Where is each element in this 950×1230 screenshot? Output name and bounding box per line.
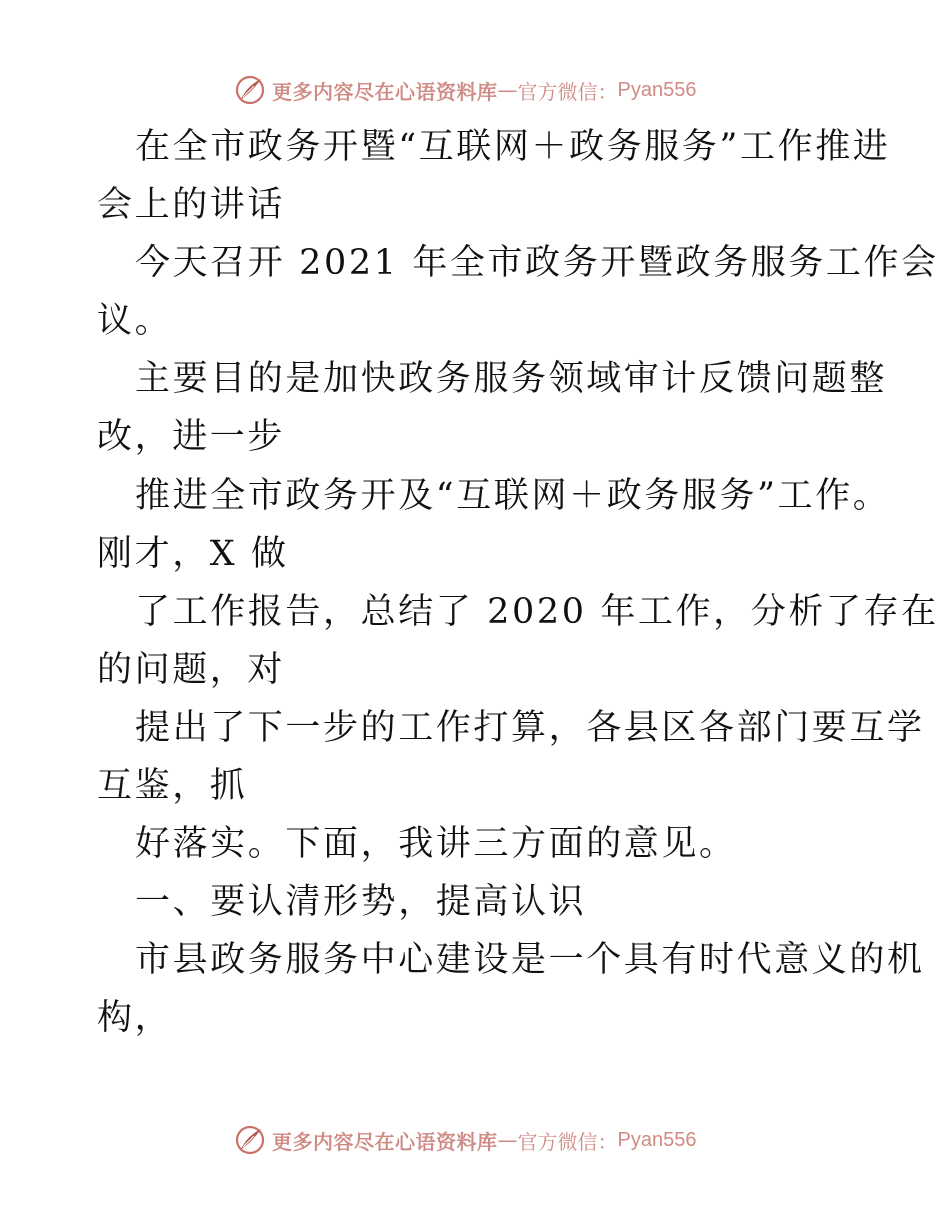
doc-line: 构， xyxy=(97,998,173,1039)
doc-line: 的问题，对 xyxy=(97,649,286,690)
doc-line: 改，进一步 xyxy=(97,417,286,458)
watermark-wechat-id: Pyan556 xyxy=(617,78,697,101)
watermark-separator: — xyxy=(497,78,518,102)
watermark-wechat-label: 官方微信： xyxy=(517,1129,618,1154)
doc-line: 了工作报告，总结了 2020 年工作，分析了存在 xyxy=(135,591,939,632)
watermark-separator: — xyxy=(497,1128,518,1152)
header-watermark xyxy=(234,73,696,107)
feather-pen-circle-icon xyxy=(234,74,266,106)
footer-watermark xyxy=(234,1123,696,1157)
doc-line: 主要目的是加快政务服务领域审计反馈问题整 xyxy=(135,359,888,400)
doc-line: 提出了下一步的工作打算，各县区各部门要互学 xyxy=(135,707,925,748)
section-heading: 一、要认清形势，提高认识 xyxy=(135,882,587,923)
doc-line-title-1: 在全市政务开暨“互联网＋政务服务”工作推进 xyxy=(135,127,891,167)
doc-line: 议。 xyxy=(97,301,173,342)
doc-line: 市县政务服务中心建设是一个具有时代意义的机 xyxy=(135,940,925,981)
doc-line: 推进全市政务开及“互联网＋政务服务”工作。 xyxy=(135,475,891,516)
doc-line-title-2: 会上的讲话 xyxy=(97,185,286,226)
watermark-wechat-id: Pyan556 xyxy=(617,1128,697,1151)
doc-line: 今天召开 2021 年全市政务开暨政务服务工作会 xyxy=(135,243,939,284)
feather-pen-circle-icon xyxy=(234,1124,266,1156)
doc-line: 好落实。下面，我讲三方面的意见。 xyxy=(135,824,737,865)
doc-line: 刚才，X 做 xyxy=(97,533,289,574)
document-body xyxy=(97,118,939,1048)
watermark-wechat-label: 官方微信： xyxy=(517,79,618,104)
watermark-title: 更多内容尽在心语资料库 xyxy=(272,1129,498,1154)
watermark-title: 更多内容尽在心语资料库 xyxy=(272,79,498,104)
doc-line: 互鉴，抓 xyxy=(97,766,248,807)
